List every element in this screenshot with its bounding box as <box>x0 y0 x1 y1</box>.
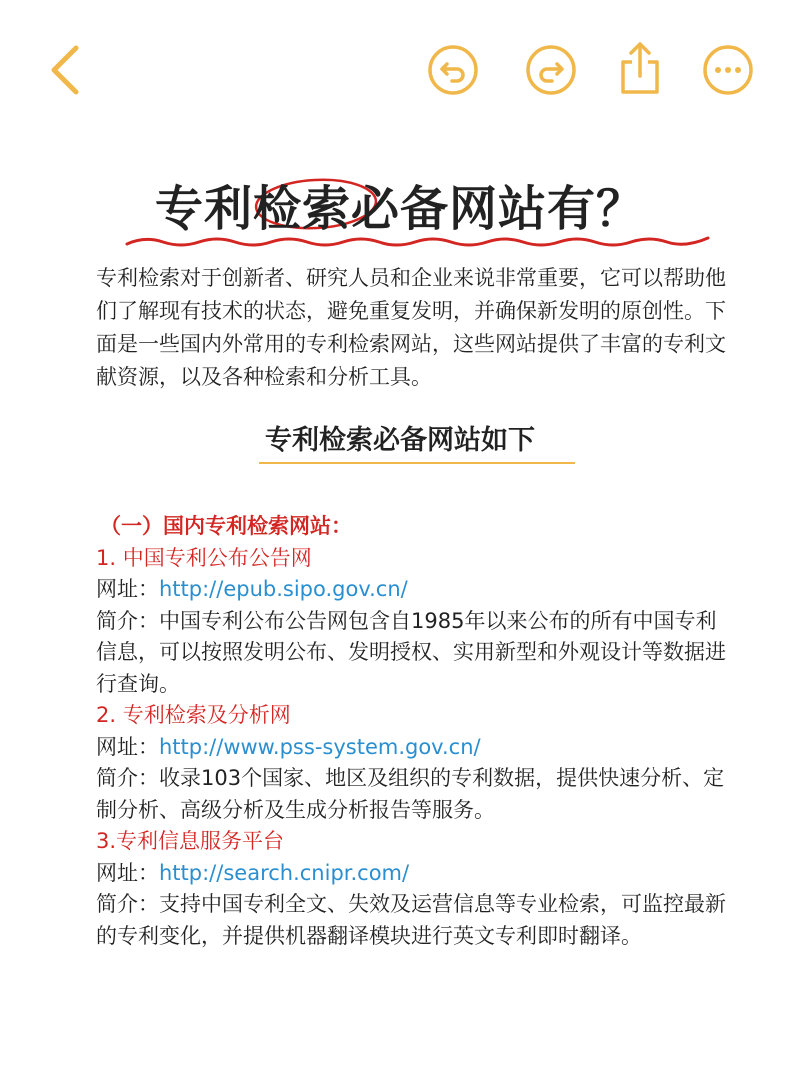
desc-label: 简介： <box>96 766 159 790</box>
undo-button[interactable] <box>427 44 479 96</box>
site-description <box>96 889 736 952</box>
site-name: 2. 专利检索及分析网 <box>96 703 291 727</box>
share-button[interactable] <box>615 40 665 96</box>
site-url-line <box>96 732 736 764</box>
title-underline-wave <box>125 230 710 252</box>
site-url-link[interactable]: http://www.pss-system.gov.cn/ <box>159 734 481 759</box>
redo-icon <box>525 44 577 96</box>
site-name: 1. 中国专利公布公告网 <box>96 545 312 570</box>
site-desc-text: 支持中国专利全文、失效及运营信息等专业检索，可监控最新的专利变化，并提供机器翻译模块进行英文专利即时翻译。 <box>96 892 726 948</box>
group-heading: （一）国内专利检索网站： <box>100 514 352 538</box>
intro-paragraph: 专利检索对于创新者、研究人员和企业来说非常重要，它可以帮助他们了解现有技术的状态，避免重复发明，并确保新发明的原创性。下面是一些国内外常用的专利检索网站，这些网站提供了丰富的专利文献资源，以及各种检索和分析工具。 <box>96 266 726 389</box>
site-entry <box>96 543 736 701</box>
redo-button[interactable] <box>525 44 577 96</box>
chevron-left-icon <box>40 42 90 98</box>
desc-label: 简介： <box>96 892 159 916</box>
more-icon <box>702 44 754 96</box>
site-url-line <box>96 858 736 890</box>
site-url-line <box>96 574 736 606</box>
site-desc-text: 中国专利公布公告网包含自1985年以来公布的所有中国专利信息，可以按照发明公布、发明授权、实用新型和外观设计等数据进行查询。 <box>96 608 726 696</box>
share-icon <box>615 40 665 96</box>
section-title: 专利检索必备网站如下 <box>265 425 535 456</box>
site-url-link[interactable]: http://epub.sipo.gov.cn/ <box>159 577 408 601</box>
site-name: 3.专利信息服务平台 <box>96 829 285 853</box>
more-button[interactable] <box>702 44 754 96</box>
site-entry <box>96 700 736 826</box>
back-button[interactable] <box>40 42 90 98</box>
toolbar <box>0 0 800 130</box>
site-entry <box>96 826 736 952</box>
site-list <box>96 511 736 952</box>
title-block <box>0 168 800 258</box>
url-label: 网址： <box>96 860 159 885</box>
site-url-link[interactable]: http://search.cnipr.com/ <box>159 860 410 885</box>
site-description <box>96 606 736 701</box>
desc-label: 简介： <box>96 608 159 633</box>
site-description <box>96 763 736 826</box>
page-title: 专利检索必备网站有？ <box>154 181 645 237</box>
url-label: 网址： <box>96 577 159 601</box>
site-desc-text: 收录103个国家、地区及组织的专利数据，提供快速分析、定制分析、高级分析及生成分析报告等服务。 <box>96 766 725 822</box>
section-divider <box>259 462 575 464</box>
url-label: 网址： <box>96 734 159 759</box>
undo-icon <box>427 44 479 96</box>
